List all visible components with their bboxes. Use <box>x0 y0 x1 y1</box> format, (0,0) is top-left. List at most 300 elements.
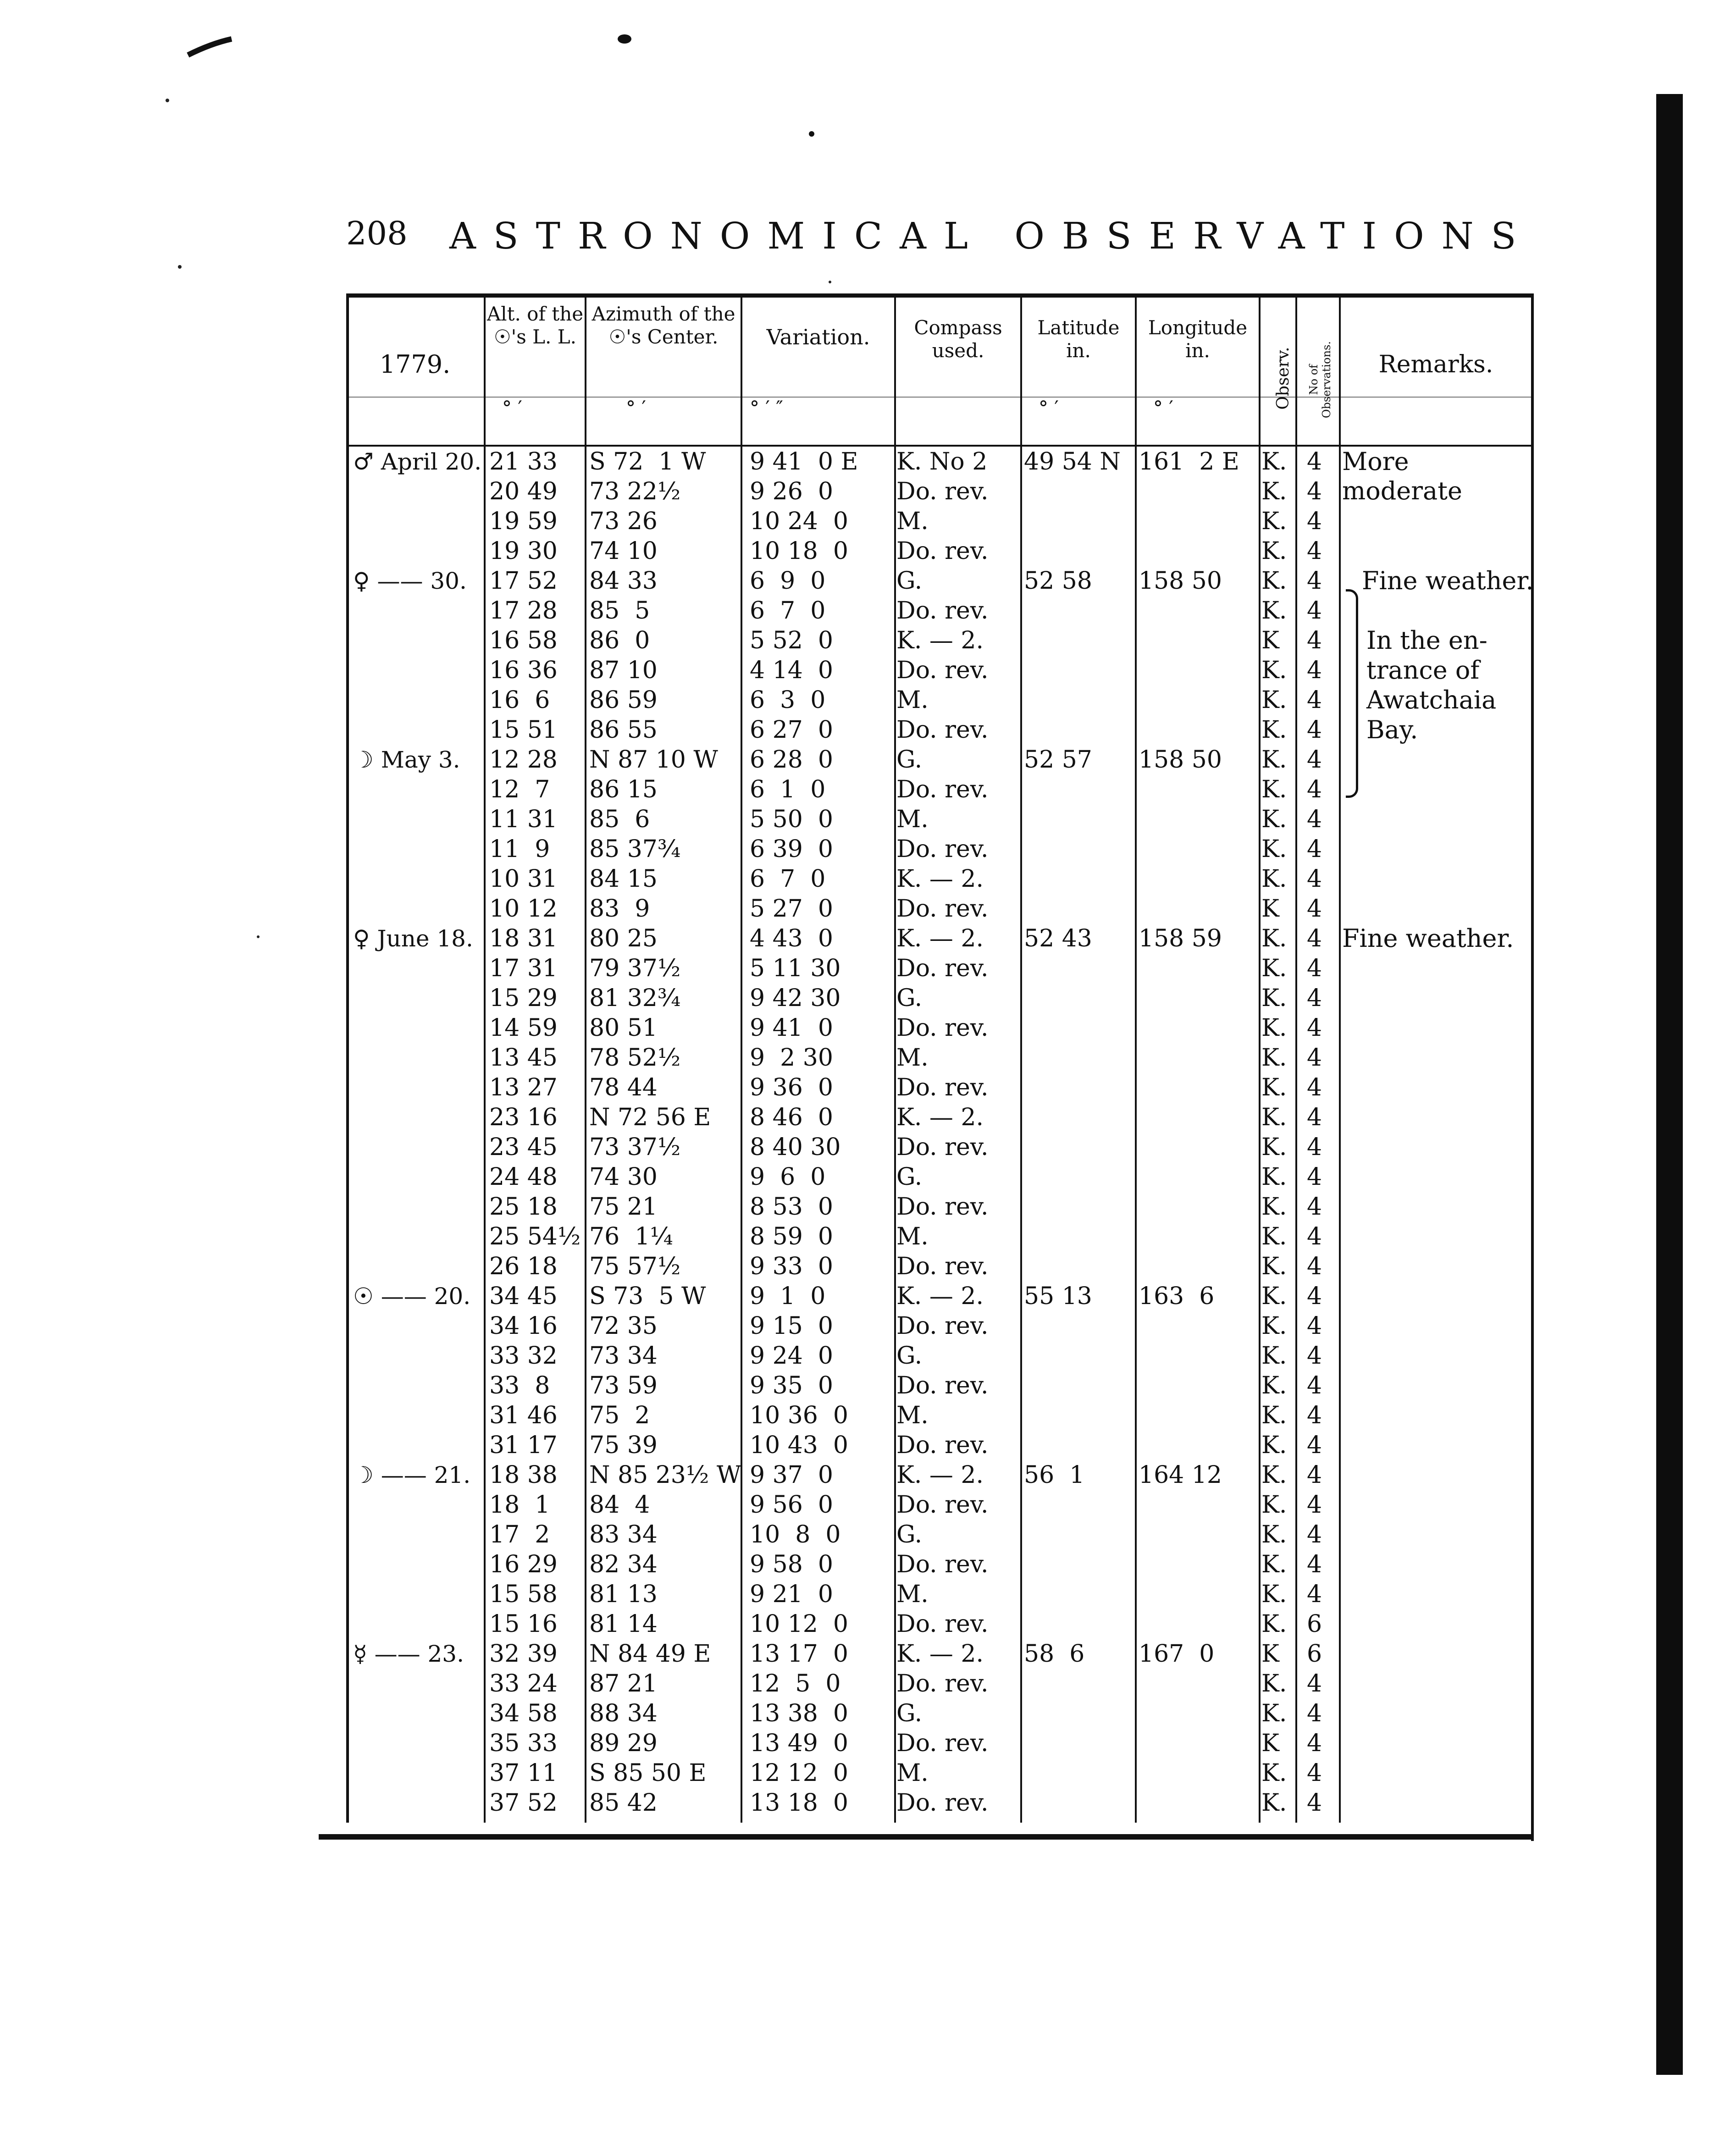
count-cell: 4 <box>1307 746 1322 774</box>
observer-cell: K. <box>1261 1491 1287 1519</box>
unit-latitude: ° ′ <box>1039 397 1059 419</box>
azimuth-cell: 86 0 <box>589 627 650 654</box>
altitude-cell: 23 45 <box>489 1133 558 1161</box>
compass-cell: G. <box>896 746 923 774</box>
date-cell: ☿ —— 23. <box>353 1641 464 1667</box>
remark-cell: Fine weather. <box>1342 924 1514 953</box>
altitude-cell: 31 46 <box>489 1402 558 1429</box>
compass-cell: Do. rev. <box>896 597 989 625</box>
compass-cell: Do. rev. <box>896 1789 989 1817</box>
observer-cell: K. <box>1261 478 1287 505</box>
compass-cell: Do. rev. <box>896 1432 989 1459</box>
altitude-cell: 37 52 <box>489 1789 558 1817</box>
latitude-cell: 52 43 <box>1024 925 1092 952</box>
variation-cell: 10 24 0 <box>750 508 849 535</box>
variation-cell: 10 36 0 <box>750 1402 849 1429</box>
altitude-cell: 10 12 <box>489 895 558 923</box>
count-cell: 4 <box>1307 1223 1322 1250</box>
azimuth-cell: S 85 50 E <box>589 1759 707 1787</box>
observer-cell: K. <box>1261 806 1287 833</box>
count-cell: 6 <box>1307 1610 1322 1638</box>
col-sep-lon <box>1135 293 1137 1823</box>
azimuth-cell: 83 9 <box>589 895 650 923</box>
altitude-cell: 24 48 <box>489 1163 558 1191</box>
unit-altitude: ° ′ <box>502 397 522 419</box>
observer-cell: K. <box>1261 1253 1287 1280</box>
unit-longitude: ° ′ <box>1153 397 1173 419</box>
variation-cell: 6 3 0 <box>750 686 826 714</box>
observer-cell: K. <box>1261 1342 1287 1370</box>
altitude-cell: 16 58 <box>489 627 558 654</box>
compass-cell: K. — 2. <box>896 1104 984 1131</box>
compass-cell: K. — 2. <box>896 1640 984 1668</box>
altitude-cell: 19 59 <box>489 508 558 535</box>
altitude-cell: 15 16 <box>489 1610 558 1638</box>
count-cell: 4 <box>1307 1521 1322 1548</box>
compass-cell: M. <box>896 1581 929 1608</box>
count-cell: 4 <box>1307 955 1322 982</box>
variation-cell: 9 26 0 <box>750 478 833 505</box>
variation-cell: 9 6 0 <box>750 1163 826 1191</box>
count-cell: 4 <box>1307 537 1322 565</box>
compass-cell: K. — 2. <box>896 1283 984 1310</box>
altitude-cell: 11 31 <box>489 806 558 833</box>
variation-cell: 13 38 0 <box>750 1700 849 1727</box>
compass-cell: M. <box>896 1759 929 1787</box>
altitude-cell: 33 32 <box>489 1342 558 1370</box>
variation-cell: 5 27 0 <box>750 895 833 923</box>
variation-cell: 9 35 0 <box>750 1372 833 1399</box>
observer-cell: K. <box>1261 1044 1287 1072</box>
altitude-cell: 18 38 <box>489 1461 558 1489</box>
longitude-cell: 161 2 E <box>1139 448 1239 475</box>
count-cell: 4 <box>1307 597 1322 625</box>
count-cell: 4 <box>1307 448 1322 475</box>
compass-cell: Do. rev. <box>896 1610 989 1638</box>
compass-cell: K. No 2 <box>896 448 988 475</box>
longitude-cell: 158 59 <box>1139 925 1222 952</box>
variation-cell: 6 1 0 <box>750 776 826 803</box>
azimuth-cell: 85 42 <box>589 1789 658 1817</box>
observer-cell: K. <box>1261 1372 1287 1399</box>
azimuth-cell: 79 37½ <box>589 955 681 982</box>
count-cell: 4 <box>1307 984 1322 1012</box>
remark-cell: Fine weather. <box>1362 566 1534 595</box>
remark-cell: Awatchaia <box>1366 685 1497 714</box>
count-cell: 4 <box>1307 776 1322 803</box>
count-cell: 4 <box>1307 1193 1322 1221</box>
date-cell: ☽ May 3. <box>353 746 460 773</box>
azimuth-cell: S 73 5 W <box>589 1283 706 1310</box>
compass-cell: Do. rev. <box>896 657 989 684</box>
variation-cell: 9 41 0 E <box>750 448 858 475</box>
variation-cell: 6 7 0 <box>750 597 826 625</box>
count-cell: 4 <box>1307 657 1322 684</box>
altitude-cell: 12 7 <box>489 776 550 803</box>
latitude-cell: 58 6 <box>1024 1640 1085 1668</box>
compass-cell: K. — 2. <box>896 865 984 893</box>
observer-cell: K. <box>1261 1521 1287 1548</box>
header-latitude: Latitude in. <box>1037 316 1120 362</box>
variation-cell: 9 36 0 <box>750 1074 833 1101</box>
observer-cell: K. <box>1261 1074 1287 1101</box>
compass-cell: Do. rev. <box>896 537 989 565</box>
azimuth-cell: 73 22½ <box>589 478 681 505</box>
count-cell: 4 <box>1307 686 1322 714</box>
observer-cell: K. <box>1261 1283 1287 1310</box>
observer-cell: K. <box>1261 1223 1287 1250</box>
variation-cell: 4 14 0 <box>750 657 833 684</box>
variation-cell: 13 18 0 <box>750 1789 849 1817</box>
longitude-cell: 158 50 <box>1139 746 1222 774</box>
observer-cell: K. <box>1261 1461 1287 1489</box>
compass-cell: Do. rev. <box>896 955 989 982</box>
altitude-cell: 18 31 <box>489 925 558 952</box>
variation-cell: 8 40 30 <box>750 1133 841 1161</box>
variation-cell: 6 27 0 <box>750 716 833 744</box>
header-count-text: No of Observations. <box>1307 341 1333 419</box>
compass-cell: Do. rev. <box>896 895 989 923</box>
compass-cell: G. <box>896 984 923 1012</box>
count-cell: 4 <box>1307 1491 1322 1519</box>
latitude-cell: 52 58 <box>1024 567 1092 595</box>
altitude-cell: 16 36 <box>489 657 558 684</box>
azimuth-cell: 75 57½ <box>589 1253 681 1280</box>
altitude-cell: 10 31 <box>489 865 558 893</box>
compass-cell: G. <box>896 1521 923 1548</box>
azimuth-cell: 88 34 <box>589 1700 658 1727</box>
count-cell: 4 <box>1307 1104 1322 1131</box>
observer-cell: K. <box>1261 1759 1287 1787</box>
compass-cell: Do. rev. <box>896 1491 989 1519</box>
azimuth-cell: 83 34 <box>589 1521 658 1548</box>
altitude-cell: 26 18 <box>489 1253 558 1280</box>
altitude-cell: 21 33 <box>489 448 558 475</box>
variation-cell: 6 28 0 <box>750 746 833 774</box>
count-cell: 4 <box>1307 1432 1322 1459</box>
azimuth-cell: 86 15 <box>589 776 658 803</box>
azimuth-cell: 81 32¾ <box>589 984 681 1012</box>
header-longitude: Longitude in. <box>1148 316 1248 362</box>
altitude-cell: 16 29 <box>489 1551 558 1578</box>
azimuth-cell: 75 39 <box>589 1432 658 1459</box>
count-cell: 4 <box>1307 1759 1322 1787</box>
compass-cell: M. <box>896 508 929 535</box>
compass-cell: Do. rev. <box>896 1133 989 1161</box>
altitude-cell: 12 28 <box>489 746 558 774</box>
date-cell: ☉ —— 20. <box>353 1283 471 1310</box>
longitude-cell: 167 0 <box>1139 1640 1215 1668</box>
azimuth-cell: 75 21 <box>589 1193 658 1221</box>
longitude-cell: 163 6 <box>1139 1283 1215 1310</box>
observations-table <box>346 293 1534 1841</box>
azimuth-cell: 89 29 <box>589 1730 658 1757</box>
altitude-cell: 31 17 <box>489 1432 558 1459</box>
observer-cell: K. <box>1261 1402 1287 1429</box>
variation-cell: 6 9 0 <box>750 567 826 595</box>
observer-cell: K. <box>1261 746 1287 774</box>
col-sep-alt <box>484 293 486 1823</box>
col-sep-obs <box>1259 293 1261 1823</box>
observer-cell: K. <box>1261 597 1287 625</box>
variation-cell: 12 5 0 <box>750 1670 841 1697</box>
observer-cell: K. <box>1261 776 1287 803</box>
count-cell: 4 <box>1307 1074 1322 1101</box>
col-sep-remarks <box>1339 293 1341 1823</box>
compass-cell: K. — 2. <box>896 627 984 654</box>
latitude-cell: 52 57 <box>1024 746 1092 774</box>
azimuth-cell: N 87 10 W <box>589 746 718 774</box>
observer-cell: K <box>1261 627 1279 654</box>
variation-cell: 9 41 0 <box>750 1014 833 1042</box>
azimuth-cell: 74 30 <box>589 1163 658 1191</box>
variation-cell: 8 53 0 <box>750 1193 833 1221</box>
altitude-cell: 15 51 <box>489 716 558 744</box>
count-cell: 4 <box>1307 1163 1322 1191</box>
altitude-cell: 33 8 <box>489 1372 550 1399</box>
azimuth-cell: 86 55 <box>589 716 658 744</box>
variation-cell: 9 1 0 <box>750 1283 826 1310</box>
variation-cell: 5 50 0 <box>750 806 833 833</box>
observer-cell: K. <box>1261 686 1287 714</box>
altitude-cell: 17 52 <box>489 567 558 595</box>
count-cell: 4 <box>1307 716 1322 744</box>
altitude-cell: 23 16 <box>489 1104 558 1131</box>
azimuth-cell: 78 44 <box>589 1074 658 1101</box>
header-count <box>1297 298 1339 419</box>
azimuth-cell: 84 33 <box>589 567 658 595</box>
altitude-cell: 16 6 <box>489 686 550 714</box>
header-azimuth: Azimuth of the ☉'s Center. <box>592 303 735 348</box>
variation-cell: 6 39 0 <box>750 835 833 863</box>
observer-cell: K <box>1261 1730 1279 1757</box>
observer-cell: K <box>1261 895 1279 923</box>
variation-cell: 9 42 30 <box>750 984 841 1012</box>
unit-variation: ° ′ ″ <box>750 397 783 419</box>
date-cell: ♂ April 20. <box>353 448 482 475</box>
variation-cell: 13 49 0 <box>750 1730 849 1757</box>
variation-cell: 10 12 0 <box>750 1610 849 1638</box>
compass-cell: Do. rev. <box>896 1014 989 1042</box>
compass-cell: G. <box>896 567 923 595</box>
count-cell: 4 <box>1307 627 1322 654</box>
date-cell: ☽ —— 21. <box>353 1462 471 1488</box>
azimuth-cell: 78 52½ <box>589 1044 681 1072</box>
header-year: 1779. <box>379 350 451 379</box>
compass-cell: M. <box>896 1223 929 1250</box>
count-cell: 4 <box>1307 1044 1322 1072</box>
observer-cell: K. <box>1261 1700 1287 1727</box>
azimuth-cell: 87 21 <box>589 1670 658 1697</box>
variation-cell: 9 15 0 <box>750 1312 833 1340</box>
azimuth-cell: 73 34 <box>589 1342 658 1370</box>
azimuth-cell: N 72 56 E <box>589 1104 711 1131</box>
altitude-cell: 20 49 <box>489 478 558 505</box>
count-cell: 4 <box>1307 835 1322 863</box>
count-cell: 4 <box>1307 1730 1322 1757</box>
compass-cell: M. <box>896 1402 929 1429</box>
compass-cell: Do. rev. <box>896 1074 989 1101</box>
azimuth-cell: 86 59 <box>589 686 658 714</box>
variation-cell: 9 58 0 <box>750 1551 833 1578</box>
compass-cell: Do. rev. <box>896 1193 989 1221</box>
compass-cell: Do. rev. <box>896 478 989 505</box>
altitude-cell: 19 30 <box>489 537 558 565</box>
altitude-cell: 17 31 <box>489 955 558 982</box>
compass-cell: K. — 2. <box>896 925 984 952</box>
count-cell: 4 <box>1307 508 1322 535</box>
unit-azimuth: ° ′ <box>626 397 646 419</box>
azimuth-cell: 74 10 <box>589 537 658 565</box>
right-rule <box>1531 293 1534 1841</box>
compass-cell: G. <box>896 1163 923 1191</box>
header-variation: Variation. <box>766 325 870 349</box>
observer-cell: K. <box>1261 1312 1287 1340</box>
observer-cell: K. <box>1261 1432 1287 1459</box>
altitude-cell: 13 27 <box>489 1074 558 1101</box>
altitude-cell: 17 2 <box>489 1521 550 1548</box>
count-cell: 4 <box>1307 478 1322 505</box>
count-cell: 4 <box>1307 1789 1322 1817</box>
count-cell: 4 <box>1307 1581 1322 1608</box>
count-cell: 4 <box>1307 1253 1322 1280</box>
variation-cell: 6 7 0 <box>750 865 826 893</box>
latitude-cell: 56 1 <box>1024 1461 1085 1489</box>
altitude-cell: 34 45 <box>489 1283 558 1310</box>
observer-cell: K <box>1261 1640 1279 1668</box>
azimuth-cell: 72 35 <box>589 1312 658 1340</box>
azimuth-cell: 75 2 <box>589 1402 650 1429</box>
variation-cell: 13 17 0 <box>750 1640 849 1668</box>
compass-cell: M. <box>896 686 929 714</box>
observer-cell: K. <box>1261 567 1287 595</box>
count-cell: 4 <box>1307 1312 1322 1340</box>
remark-brace <box>1346 589 1358 798</box>
count-cell: 4 <box>1307 1700 1322 1727</box>
altitude-cell: 14 59 <box>489 1014 558 1042</box>
observer-cell: K. <box>1261 508 1287 535</box>
variation-cell: 12 12 0 <box>750 1759 849 1787</box>
observer-cell: K. <box>1261 1789 1287 1817</box>
col-sep-n <box>1295 293 1297 1823</box>
variation-cell: 9 24 0 <box>750 1342 833 1370</box>
observer-cell: K. <box>1261 955 1287 982</box>
count-cell: 6 <box>1307 1640 1322 1668</box>
latitude-cell: 55 13 <box>1024 1283 1092 1310</box>
observer-cell: K. <box>1261 537 1287 565</box>
altitude-cell: 13 45 <box>489 1044 558 1072</box>
azimuth-cell: S 72 1 W <box>589 448 706 475</box>
col-sep-az <box>585 293 586 1823</box>
azimuth-cell: 81 13 <box>589 1581 658 1608</box>
altitude-cell: 25 54½ <box>489 1223 581 1250</box>
azimuth-cell: 85 5 <box>589 597 650 625</box>
page-number: 208 <box>346 215 408 252</box>
observer-cell: K. <box>1261 1670 1287 1697</box>
running-title: ASTRONOMICAL OBSERVATIONS <box>449 215 1534 257</box>
azimuth-cell: 84 15 <box>589 865 658 893</box>
count-cell: 4 <box>1307 1461 1322 1489</box>
count-cell: 4 <box>1307 865 1322 893</box>
left-rule <box>346 293 349 1823</box>
compass-cell: M. <box>896 1044 929 1072</box>
header-observer <box>1261 298 1295 410</box>
observer-cell: K. <box>1261 1014 1287 1042</box>
azimuth-cell: 84 4 <box>589 1491 650 1519</box>
variation-cell: 9 37 0 <box>750 1461 833 1489</box>
compass-cell: Do. rev. <box>896 1551 989 1578</box>
observer-cell: K. <box>1261 1551 1287 1578</box>
compass-cell: Do. rev. <box>896 776 989 803</box>
compass-cell: Do. rev. <box>896 1253 989 1280</box>
count-cell: 4 <box>1307 895 1322 923</box>
header-rule <box>346 445 1534 447</box>
observer-cell: K. <box>1261 1610 1287 1638</box>
variation-cell: 10 8 0 <box>750 1521 841 1548</box>
remark-cell: Bay. <box>1366 715 1418 744</box>
count-cell: 4 <box>1307 1372 1322 1399</box>
altitude-cell: 35 33 <box>489 1730 558 1757</box>
longitude-cell: 164 12 <box>1139 1461 1222 1489</box>
remark-cell: More moderate <box>1342 447 1462 505</box>
remark-cell: trance of <box>1366 656 1480 685</box>
observer-cell: K. <box>1261 1581 1287 1608</box>
count-cell: 4 <box>1307 567 1322 595</box>
count-cell: 4 <box>1307 1014 1322 1042</box>
altitude-cell: 25 18 <box>489 1193 558 1221</box>
compass-cell: Do. rev. <box>896 716 989 744</box>
altitude-cell: 34 16 <box>489 1312 558 1340</box>
col-sep-var <box>741 293 742 1823</box>
compass-cell: G. <box>896 1342 923 1370</box>
observer-cell: K. <box>1261 984 1287 1012</box>
observer-cell: K. <box>1261 448 1287 475</box>
altitude-cell: 34 58 <box>489 1700 558 1727</box>
observer-cell: K. <box>1261 925 1287 952</box>
observer-cell: K. <box>1261 1193 1287 1221</box>
count-cell: 4 <box>1307 1133 1322 1161</box>
count-cell: 4 <box>1307 1342 1322 1370</box>
azimuth-cell: 85 6 <box>589 806 650 833</box>
azimuth-cell: 85 37¾ <box>589 835 681 863</box>
count-cell: 4 <box>1307 1402 1322 1429</box>
azimuth-cell: 73 37½ <box>589 1133 681 1161</box>
compass-cell: Do. rev. <box>896 1730 989 1757</box>
azimuth-cell: 73 59 <box>589 1372 658 1399</box>
count-cell: 4 <box>1307 1283 1322 1310</box>
compass-cell: Do. rev. <box>896 1670 989 1697</box>
observer-cell: K. <box>1261 1163 1287 1191</box>
azimuth-cell: 80 51 <box>589 1014 658 1042</box>
observer-cell: K. <box>1261 865 1287 893</box>
variation-cell: 9 56 0 <box>750 1491 833 1519</box>
altitude-cell: 15 29 <box>489 984 558 1012</box>
altitude-cell: 33 24 <box>489 1670 558 1697</box>
azimuth-cell: 82 34 <box>589 1551 658 1578</box>
variation-cell: 9 33 0 <box>750 1253 833 1280</box>
variation-cell: 8 59 0 <box>750 1223 833 1250</box>
azimuth-cell: N 84 49 E <box>589 1640 711 1668</box>
observer-cell: K. <box>1261 1133 1287 1161</box>
header-remarks: Remarks. <box>1378 351 1493 378</box>
observer-cell: K. <box>1261 657 1287 684</box>
azimuth-cell: N 85 23½ W <box>589 1461 741 1489</box>
bottom-rule <box>319 1834 1534 1840</box>
unit-rule <box>346 397 1534 398</box>
longitude-cell: 158 50 <box>1139 567 1222 595</box>
observer-cell: K. <box>1261 716 1287 744</box>
altitude-cell: 18 1 <box>489 1491 550 1519</box>
